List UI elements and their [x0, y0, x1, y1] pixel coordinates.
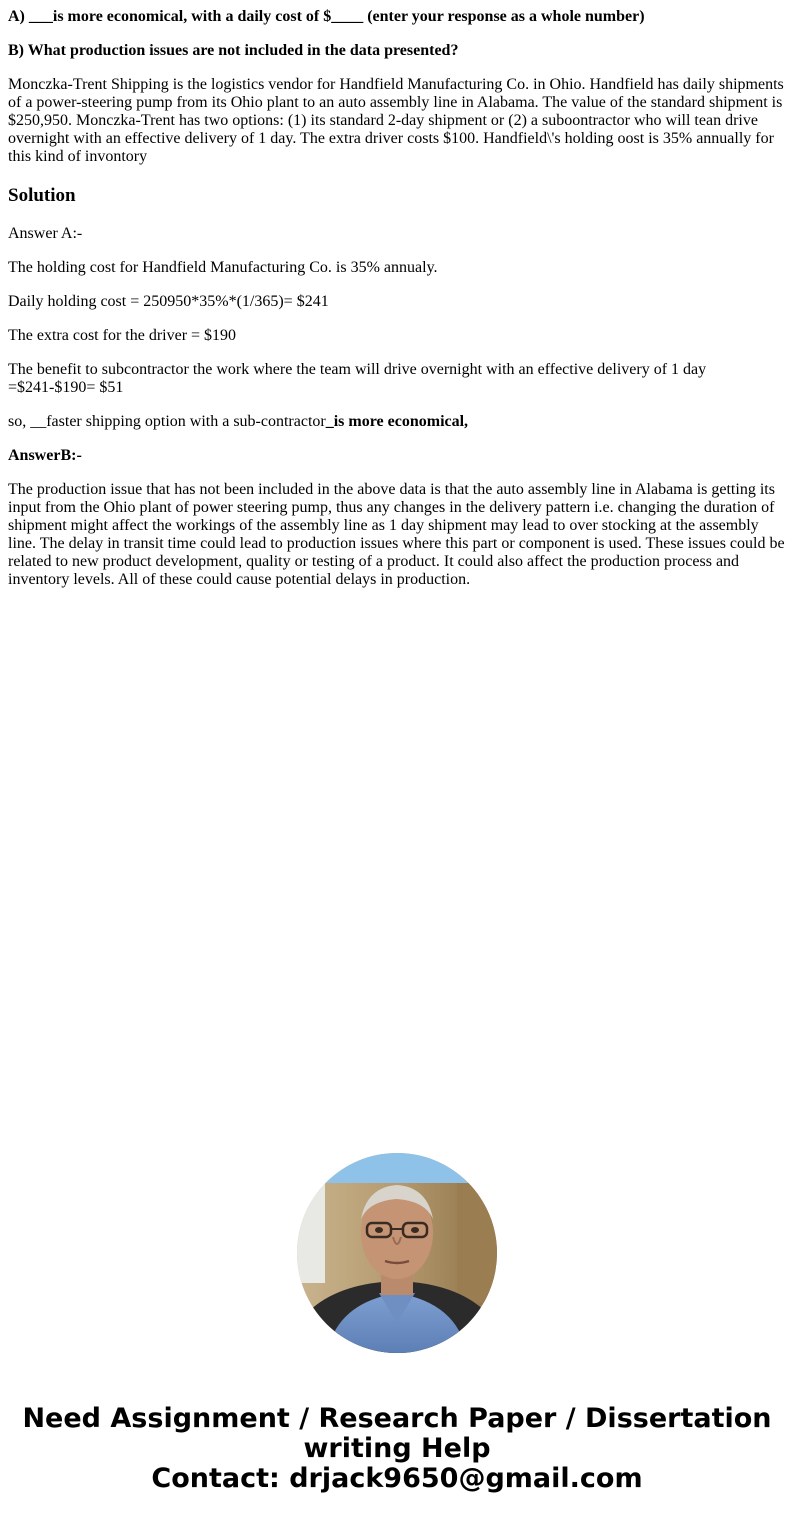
- promo-contact: Contact: drjack9650@gmail.com: [151, 1463, 643, 1494]
- holding-cost-text: The holding cost for Handfield Manufacturing Co. is 35% annualy.: [8, 259, 438, 276]
- production-issue-text: The production issue that has not been included in the above data is that the auto assembly line in Alabama is getting its input from the Ohio plant of power steering pump, thus any changes in the delivery pattern i.e. changing the duration of shipment might affect the workings of the assembly line as 1 day shipment may lead to over stocking at the assembly line. The delay in transit time could lead to production issues where this part or component is used. These issues could be related to new product development, quality or testing of a product. It could also affect the production process and inventory levels. All of these could cause potential delays in production.: [8, 481, 785, 588]
- answer-a-label: Answer A:-: [8, 225, 83, 242]
- conclusion-prefix: so, __faster shipping option with a sub-contractor: [8, 413, 326, 430]
- daily-holding-cost-text: Daily holding cost = 250950*35%*(1/365)= $241: [8, 293, 329, 310]
- question-part-a: A) ___is more economical, with a daily cost of $____ (enter your response as a whole number): [8, 8, 645, 25]
- conclusion-text: [8, 413, 468, 431]
- promo-line-1: Need Assignment / Research Paper / Dissertation: [22, 1403, 772, 1434]
- problem-statement: Monczka-Trent Shipping is the logistics vendor for Handfield Manufacturing Co. in Ohio. Handfield has daily shipments of a power-steering pump from its Ohio plant to an auto assembly line in Alabama. The value of the standard shipment is $250,950. Monczka-Trent has two options: (1) its standard 2-day shipment or (2) a suboontractor who will tean drive overnight with an effective delivery of 1 day. The extra driver costs $100. Handfield\'s holding oost is 35% annually for this kind of invontory: [8, 76, 784, 165]
- answer-b-label: AnswerB:-: [8, 447, 82, 464]
- conclusion-bold: _is more economical,: [325, 413, 469, 430]
- avatar-portrait: [297, 1153, 497, 1353]
- promo-line-2: writing Help: [303, 1433, 491, 1464]
- author-avatar: [297, 1153, 497, 1353]
- promo-banner: [0, 1404, 794, 1494]
- question-part-b: B) What production issues are not included in the data presented?: [8, 42, 459, 59]
- benefit-text: The benefit to subcontractor the work where the team will drive overnight with an effective delivery of 1 day =$241-$190= $51: [8, 361, 707, 396]
- solution-heading: Solution: [8, 185, 76, 206]
- extra-driver-cost-text: The extra cost for the driver = $190: [8, 327, 237, 344]
